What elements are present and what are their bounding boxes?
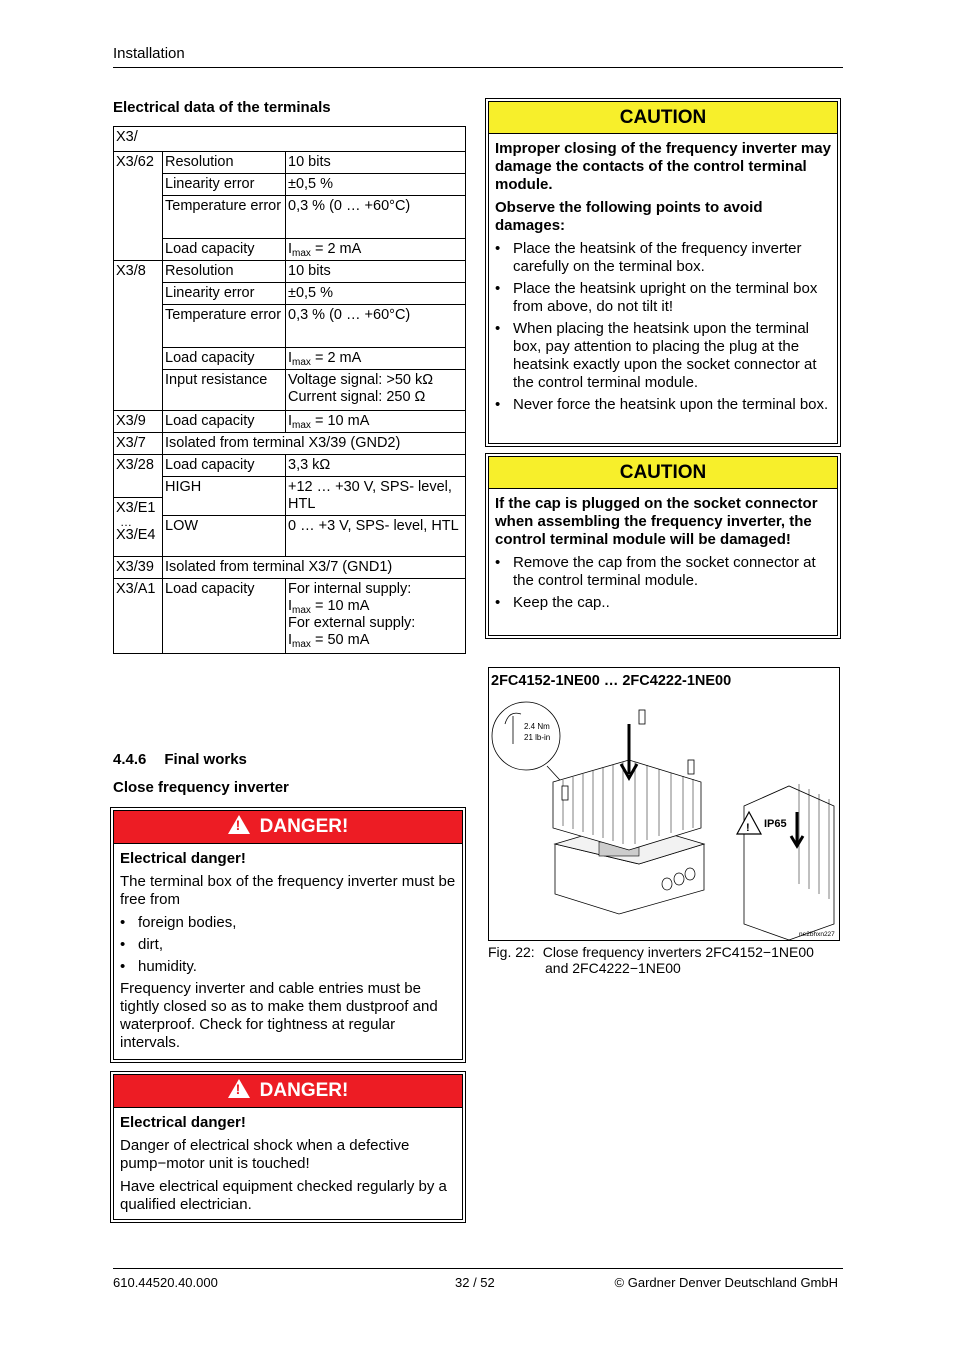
terminal-label: X3/7 [114,433,163,455]
figure-caption: Fig. 22: Close frequency inverters 2FC4152−1NE00 and 2FC4222−1NE00 [488,944,814,976]
value-cell: $I_{max} = 10$ mA [286,411,466,433]
terminal-label: X3/A1 [114,579,163,654]
value-cell: $I_{max} = 2$ mA [286,348,466,370]
header-rule [113,67,843,68]
param-cell: HIGH [163,477,286,516]
copyright: © Gardner Denver Deutschland GmbH [614,1275,838,1290]
value-cell: Voltage signal: >50 kΩ Current signal: 250 Ω [286,370,466,411]
warning-triangle-icon: ! [228,1079,250,1098]
section-heading: 4.4.6 Final works [113,751,247,768]
caution-lead: If the cap is plugged on the socket connector when assembling the frequency inverter, the control terminal module will be damaged! [495,495,818,548]
value-cell: ±0,5 % [286,283,466,305]
warning-triangle-icon: ! [228,815,250,834]
list-item: • Place the heatsink upright on the terminal box from above, do not tilt it! [495,280,831,316]
caution-box [485,453,841,639]
list-item: • Keep the cap.. [495,594,831,612]
danger-header: ! DANGER! [114,1075,462,1108]
running-header: Installation [113,45,185,62]
cable-entry [674,873,684,885]
terminal-label: X3/39 [114,557,163,579]
param-cell: Load capacity [163,455,286,477]
doc-number: 610.44520.40.000 [113,1275,218,1290]
danger-text: Have electrical equipment checked regularly by a qualified electrician. [120,1178,447,1213]
table-cell [114,477,163,498]
terminal-label: X3/9 [114,411,163,433]
inverter-illustration [489,694,839,940]
danger-header: ! DANGER! [114,811,462,844]
figure-heading: 2FC4152-1NE00 … 2FC4222-1NE00 [491,673,732,689]
value-cell: 0,3 % (0 … +60°C) [286,305,466,348]
figure-box [488,667,840,941]
danger-lead: Electrical danger! [120,850,246,867]
torque-lbin-label: 21 lb-in [524,733,551,742]
cable-entry [662,878,672,890]
value-cell: 0,3 % (0 … +60°C) [286,196,466,239]
danger-text: The terminal box of the frequency inverter must be free from [120,873,456,908]
value-cell: Isolated from terminal X3/7 (GND1) [163,557,466,579]
value-cell: +12 … +30 V, SPS- level, HTL [286,477,466,516]
param-cell: Input resistance [163,370,286,411]
screw-icon [639,710,645,724]
page-number: 32 / 52 [455,1275,495,1290]
caution-list [495,554,831,612]
footer-rule [113,1268,843,1269]
terminal-label: X3/28 [114,455,163,477]
param-cell: Resolution [163,261,286,283]
danger-lead: Electrical danger! [120,1114,246,1131]
list-item: • Never force the heatsink upon the terminal box. [495,396,831,414]
param-cell: LOW [163,516,286,557]
caution-lead: Improper closing of the frequency inverter may damage the contacts of the control terminal module. [495,140,831,193]
value-cell: 10 bits [286,152,466,174]
param-cell: Temperature error [163,196,286,239]
value-cell: 3,3 kΩ [286,455,466,477]
danger-text: Danger of electrical shock when a defective pump−motor unit is touched! [120,1137,410,1172]
terminals-table [113,126,466,654]
list-item: • foreign bodies, [120,914,456,932]
danger-list [120,914,456,976]
table-cell: X3/ [114,127,466,152]
danger-box [110,1071,466,1223]
ip-rating-label: IP65 [764,818,787,830]
terminal-label: X3/E1 … X3/E4 [114,497,163,557]
danger-text: Frequency inverter and cable entries must be tightly closed so as to make them dustproof and waterproof. Check for tightness at regular intervals. [120,980,438,1051]
svg-text:!: ! [746,822,750,834]
param-cell: Load capacity [163,579,286,654]
value-cell: 10 bits [286,261,466,283]
param-cell: Load capacity [163,411,286,433]
cable-entry [685,868,695,880]
caution-header: CAUTION [489,457,837,489]
caution-list [495,240,831,414]
list-item: • Place the heatsink of the frequency inverter carefully on the terminal box. [495,240,831,276]
danger-box [110,807,466,1063]
terminal-label: X3/8 [114,261,163,411]
section-subtitle: Close frequency inverter [113,779,289,796]
torque-nm-label: 2.4 Nm [524,722,550,731]
value-cell: For internal supply: $I_{max} = 10$ mA For external supply: $I_{max} = 50$ mA [286,579,466,654]
param-cell: Load capacity [163,348,286,370]
caution-lead: Observe the following points to avoid damages: [495,199,763,234]
param-cell: Temperature error [163,305,286,348]
list-item: • Remove the cap from the socket connector at the control terminal module. [495,554,831,590]
param-cell: Load capacity [163,239,286,261]
terminal-label: X3/62 [114,152,163,261]
down-arrow-icon [621,724,637,778]
list-item: • humidity. [120,958,456,976]
value-cell: Isolated from terminal X3/39 (GND2) [163,433,466,455]
param-cell: Linearity error [163,283,286,305]
detail-view [744,786,834,940]
caution-header: CAUTION [489,102,837,134]
figure-code: ne2bhxn227 [799,931,835,938]
screw-icon [562,786,568,800]
screw-icon [688,760,694,774]
terminals-table-wrap [113,126,466,654]
value-cell: 0 … +3 V, SPS- level, HTL [286,516,466,557]
list-item: • dirt, [120,936,456,954]
value-cell: $I_{max} = 2$ mA [286,239,466,261]
param-cell: Linearity error [163,174,286,196]
list-item: • When placing the heatsink upon the terminal box, pay attention to placing the plug at the heatsink exactly upon the socket connector at the control terminal module. [495,320,831,392]
terminals-heading: Electrical data of the terminals [113,99,331,116]
value-cell: ±0,5 % [286,174,466,196]
param-cell: Resolution [163,152,286,174]
caution-box [485,98,841,447]
